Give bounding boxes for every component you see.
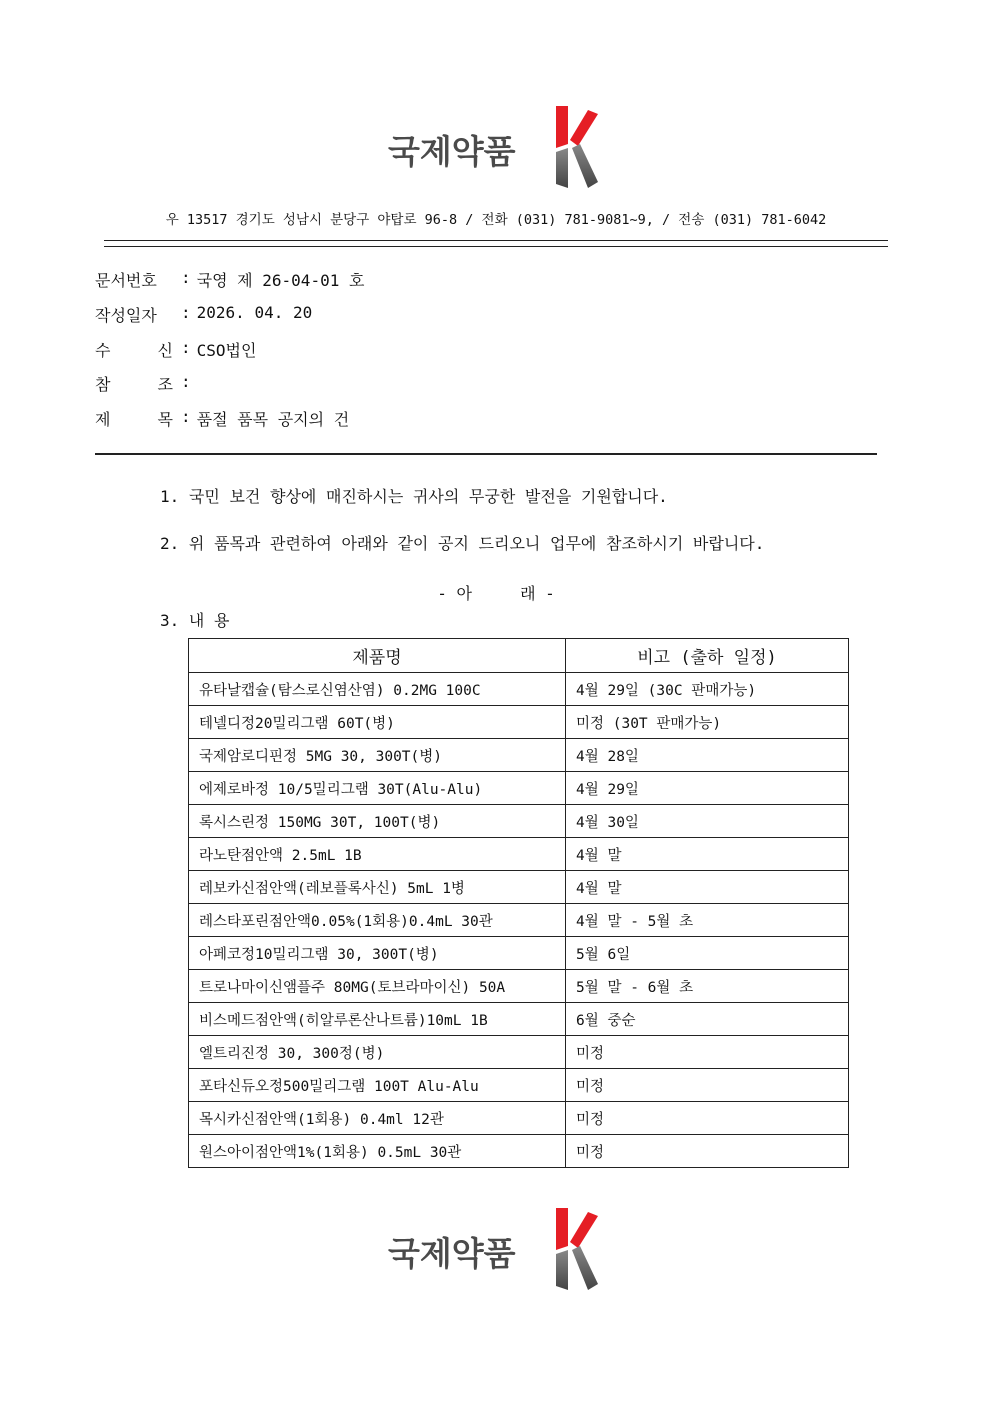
paragraph-1: 1. 국민 보건 향상에 매진하시는 귀사의 무궁한 발전을 기원합니다. bbox=[160, 487, 668, 506]
header-divider bbox=[95, 453, 877, 455]
product-cell: 원스아이점안액1%(1회용) 0.5mL 30관 bbox=[189, 1135, 566, 1168]
meta-label bbox=[95, 372, 173, 395]
schedule-cell: 미정 bbox=[566, 1069, 849, 1102]
table-row bbox=[189, 1036, 849, 1069]
meta-value: 품절 품목 공지의 건 bbox=[196, 410, 350, 429]
product-cell: 에제로바정 10/5밀리그램 30T(Alu-Alu) bbox=[189, 772, 566, 805]
meta-separator: : bbox=[181, 338, 191, 357]
schedule-cell: 4월 말 bbox=[566, 838, 849, 871]
company-logo-bottom bbox=[388, 1206, 608, 1292]
product-cell: 레스타포린점안액0.05%(1회용)0.4mL 30관 bbox=[189, 904, 566, 937]
product-cell: 테넬디정20밀리그램 60T(병) bbox=[189, 706, 566, 739]
meta-value: CSO법인 bbox=[196, 341, 257, 360]
schedule-cell: 4월 29일 bbox=[566, 772, 849, 805]
address-line: 우 13517 경기도 성남시 분당구 야탑로 96-8 / 전화 (031) 781-9081~9, / 전송 (031) 781-6042 bbox=[165, 212, 827, 228]
meta-doc-no bbox=[95, 268, 364, 291]
meta-label: 작성일자 bbox=[95, 306, 157, 325]
meta-label-a: 제 bbox=[95, 410, 111, 429]
schedule-cell: 4월 28일 bbox=[566, 739, 849, 772]
k-logo-icon bbox=[554, 1206, 600, 1292]
schedule-cell: 4월 말 - 5월 초 bbox=[566, 904, 849, 937]
meta-label bbox=[95, 407, 173, 430]
meta-label: 문서번호 bbox=[95, 271, 157, 290]
table-row bbox=[189, 1003, 849, 1036]
meta-recipient bbox=[95, 338, 256, 361]
table-row bbox=[189, 970, 849, 1003]
table-row bbox=[189, 706, 849, 739]
schedule-cell: 6월 중순 bbox=[566, 1003, 849, 1036]
table-row bbox=[189, 1069, 849, 1102]
table-row bbox=[189, 739, 849, 772]
meta-label-a: 참 bbox=[95, 375, 111, 394]
table-row bbox=[189, 871, 849, 904]
paragraph-3: 3. 내 용 bbox=[160, 611, 230, 630]
schedule-cell: 미정 bbox=[566, 1036, 849, 1069]
meta-value: 2026. 04. 20 bbox=[196, 303, 313, 322]
product-cell: 국제암로디핀정 5MG 30, 300T(병) bbox=[189, 739, 566, 772]
product-cell: 록시스린정 150MG 30T, 100T(병) bbox=[189, 805, 566, 838]
meta-reference bbox=[95, 372, 197, 395]
table-header-row bbox=[189, 639, 849, 673]
meta-label-b: 조 bbox=[157, 375, 173, 394]
table-row bbox=[189, 937, 849, 970]
schedule-cell: 미정 bbox=[566, 1102, 849, 1135]
product-cell: 라노탄점안액 2.5mL 1B bbox=[189, 838, 566, 871]
double-divider bbox=[104, 240, 888, 247]
schedule-cell: 4월 29일 (30C 판매가능) bbox=[566, 673, 849, 706]
k-logo-icon bbox=[554, 104, 600, 190]
schedule-cell: 4월 말 bbox=[566, 871, 849, 904]
table-row bbox=[189, 805, 849, 838]
product-cell: 레보카신점안액(레보플록사신) 5mL 1병 bbox=[189, 871, 566, 904]
table-row bbox=[189, 772, 849, 805]
meta-subject bbox=[95, 407, 349, 430]
header-product-name: 제품명 bbox=[189, 639, 566, 673]
meta-label-b: 신 bbox=[157, 341, 173, 360]
product-cell: 비스메드점안액(히알루론산나트륨)10mL 1B bbox=[189, 1003, 566, 1036]
table-row bbox=[189, 904, 849, 937]
table-row bbox=[189, 838, 849, 871]
meta-label-b: 목 bbox=[157, 410, 173, 429]
product-cell: 유타날캡슐(탐스로신염산염) 0.2MG 100C bbox=[189, 673, 566, 706]
product-cell: 아페코정10밀리그램 30, 300T(병) bbox=[189, 937, 566, 970]
paragraph-2: 2. 위 품목과 관련하여 아래와 같이 공지 드리오니 업무에 참조하시기 바랍니다. bbox=[160, 534, 765, 553]
section-title: - 아 래 - bbox=[437, 584, 555, 603]
product-cell: 엘트리진정 30, 300정(병) bbox=[189, 1036, 566, 1069]
schedule-cell: 5월 6일 bbox=[566, 937, 849, 970]
company-name-logo: 국제약품 bbox=[388, 132, 516, 171]
company-logo-top bbox=[388, 104, 608, 190]
table-row bbox=[189, 673, 849, 706]
meta-separator: : bbox=[181, 407, 191, 426]
meta-label-a: 수 bbox=[95, 341, 111, 360]
schedule-cell: 미정 bbox=[566, 1135, 849, 1168]
meta-separator: : bbox=[181, 268, 191, 287]
meta-date bbox=[95, 303, 312, 326]
table-row bbox=[189, 1102, 849, 1135]
header-remarks: 비고 (출하 일정) bbox=[566, 639, 849, 673]
product-cell: 트로나마이신앰플주 80MG(토브라마이신) 50A bbox=[189, 970, 566, 1003]
meta-label bbox=[95, 338, 173, 361]
schedule-cell: 미정 (30T 판매가능) bbox=[566, 706, 849, 739]
meta-value: 국영 제 26-04-01 호 bbox=[196, 271, 365, 290]
meta-separator: : bbox=[181, 303, 191, 322]
product-cell: 목시카신점안액(1회용) 0.4ml 12관 bbox=[189, 1102, 566, 1135]
stockout-table bbox=[188, 638, 849, 1168]
table-row bbox=[189, 1135, 849, 1168]
schedule-cell: 5월 말 - 6월 초 bbox=[566, 970, 849, 1003]
meta-separator: : bbox=[181, 372, 191, 391]
product-cell: 포타신듀오정500밀리그램 100T Alu-Alu bbox=[189, 1069, 566, 1102]
schedule-cell: 4월 30일 bbox=[566, 805, 849, 838]
company-name-logo: 국제약품 bbox=[388, 1234, 516, 1273]
